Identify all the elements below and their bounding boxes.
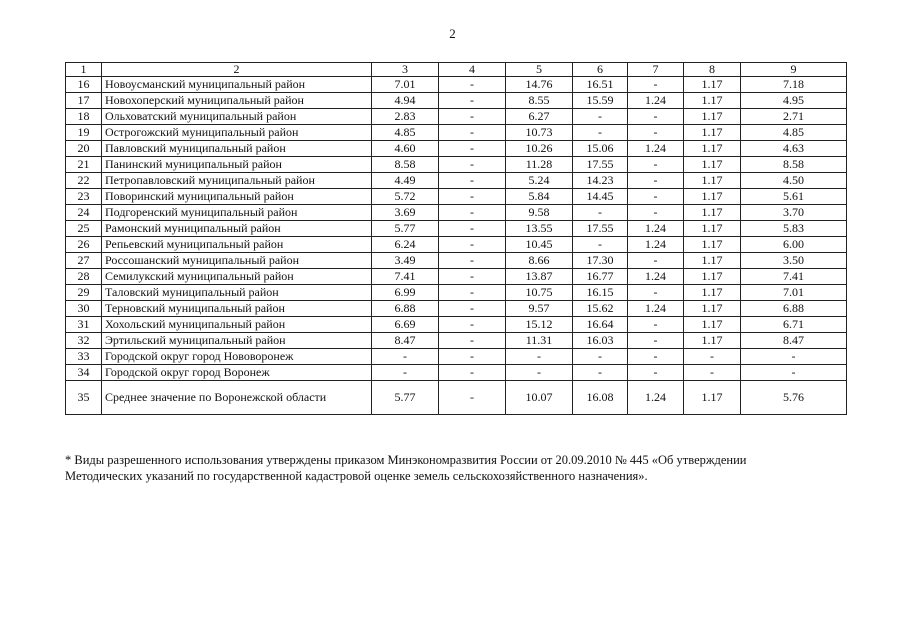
col-8-value: 1.17: [684, 109, 741, 125]
col-5-value: 15.12: [506, 317, 573, 333]
col-7-value: 1.24: [628, 269, 684, 285]
col-8-value: -: [684, 365, 741, 381]
col-7-value: 1.24: [628, 381, 684, 415]
col-9-value: 5.61: [741, 189, 847, 205]
col-9-value: 8.58: [741, 157, 847, 173]
col-7-value: -: [628, 253, 684, 269]
table-row: [66, 77, 847, 93]
table-header: [66, 63, 847, 77]
col-6-value: -: [573, 125, 628, 141]
district-name: Рамонский муниципальный район: [102, 221, 372, 237]
col-3-value: 5.77: [372, 221, 439, 237]
row-number: 30: [66, 301, 102, 317]
row-number: 27: [66, 253, 102, 269]
col-3-value: 4.85: [372, 125, 439, 141]
footnote: * Виды разрешенного использования утверждены приказом Минэкономразвития России от 20.09.2010 № 445 «Об утверждении Методических указаний по государственной кадастровой оценке земель сельскохозяйственного назначения».: [65, 453, 747, 483]
col-3-value: -: [372, 365, 439, 381]
col-4-value: -: [439, 157, 506, 173]
district-name: Панинский муниципальный район: [102, 157, 372, 173]
col-5-value: 9.58: [506, 205, 573, 221]
table-row: [66, 173, 847, 189]
table-row: [66, 221, 847, 237]
col-4-value: -: [439, 317, 506, 333]
col-8-value: 1.17: [684, 381, 741, 415]
col-8-value: 1.17: [684, 77, 741, 93]
col-7-value: -: [628, 173, 684, 189]
col-3-value: 6.24: [372, 237, 439, 253]
col-6-value: 17.55: [573, 157, 628, 173]
district-name: Ольховатский муниципальный район: [102, 109, 372, 125]
col-5-value: 10.26: [506, 141, 573, 157]
col-8-value: 1.17: [684, 333, 741, 349]
col-7-value: -: [628, 189, 684, 205]
col-3-value: 6.69: [372, 317, 439, 333]
row-number: 31: [66, 317, 102, 333]
district-name: Новохоперский муниципальный район: [102, 93, 372, 109]
district-name: Эртильский муниципальный район: [102, 333, 372, 349]
col-6-value: 16.08: [573, 381, 628, 415]
table-row: [66, 125, 847, 141]
col-5-value: 10.07: [506, 381, 573, 415]
col-5-value: -: [506, 365, 573, 381]
col-7-value: -: [628, 365, 684, 381]
table-row: [66, 301, 847, 317]
table-row: [66, 189, 847, 205]
district-name: Среднее значение по Воронежской области: [102, 381, 372, 415]
col-5-value: 13.55: [506, 221, 573, 237]
col-4-value: -: [439, 365, 506, 381]
col-8-value: 1.17: [684, 301, 741, 317]
col-5-value: 9.57: [506, 301, 573, 317]
table-row: [66, 269, 847, 285]
district-name: Репьевский муниципальный район: [102, 237, 372, 253]
col-4-value: -: [439, 381, 506, 415]
col-6-value: -: [573, 349, 628, 365]
col-9-value: 2.71: [741, 109, 847, 125]
col-7-value: 1.24: [628, 237, 684, 253]
col-7-value: -: [628, 285, 684, 301]
col-4-value: -: [439, 125, 506, 141]
col-6-value: -: [573, 237, 628, 253]
row-number: 29: [66, 285, 102, 301]
col-7-value: -: [628, 349, 684, 365]
col-4-value: -: [439, 77, 506, 93]
col-3-value: 3.49: [372, 253, 439, 269]
col-3-value: 2.83: [372, 109, 439, 125]
col-4-value: -: [439, 269, 506, 285]
col-3-value: 7.41: [372, 269, 439, 285]
column-header-5: 5: [506, 63, 573, 77]
col-9-value: 6.00: [741, 237, 847, 253]
col-9-value: -: [741, 349, 847, 365]
table-row: [66, 109, 847, 125]
col-9-value: 3.50: [741, 253, 847, 269]
district-name: Подгоренский муниципальный район: [102, 205, 372, 221]
col-6-value: 16.03: [573, 333, 628, 349]
cadastral-value-table: [65, 62, 847, 415]
col-5-value: 6.27: [506, 109, 573, 125]
column-header-8: 8: [684, 63, 741, 77]
col-6-value: 15.06: [573, 141, 628, 157]
col-4-value: -: [439, 253, 506, 269]
col-5-value: -: [506, 349, 573, 365]
col-3-value: 4.49: [372, 173, 439, 189]
row-number: 22: [66, 173, 102, 189]
district-name: Новоусманский муниципальный район: [102, 77, 372, 93]
header-row: [66, 63, 847, 77]
col-7-value: -: [628, 317, 684, 333]
col-8-value: 1.17: [684, 317, 741, 333]
col-9-value: 6.71: [741, 317, 847, 333]
col-5-value: 14.76: [506, 77, 573, 93]
district-name: Петропавловский муниципальный район: [102, 173, 372, 189]
col-4-value: -: [439, 189, 506, 205]
col-6-value: 16.51: [573, 77, 628, 93]
district-name: Острогожский муниципальный район: [102, 125, 372, 141]
col-8-value: -: [684, 349, 741, 365]
col-8-value: 1.17: [684, 269, 741, 285]
col-9-value: 7.18: [741, 77, 847, 93]
col-4-value: -: [439, 349, 506, 365]
col-3-value: 5.77: [372, 381, 439, 415]
row-number: 26: [66, 237, 102, 253]
col-7-value: -: [628, 205, 684, 221]
district-name: Павловский муниципальный район: [102, 141, 372, 157]
col-5-value: 5.84: [506, 189, 573, 205]
col-7-value: -: [628, 157, 684, 173]
district-name: Хохольский муниципальный район: [102, 317, 372, 333]
col-6-value: 16.15: [573, 285, 628, 301]
col-4-value: -: [439, 285, 506, 301]
table-row: [66, 253, 847, 269]
col-3-value: 8.47: [372, 333, 439, 349]
col-8-value: 1.17: [684, 205, 741, 221]
col-8-value: 1.17: [684, 157, 741, 173]
table-row: [66, 349, 847, 365]
col-9-value: 4.50: [741, 173, 847, 189]
col-4-value: -: [439, 205, 506, 221]
row-number: 32: [66, 333, 102, 349]
col-3-value: 4.60: [372, 141, 439, 157]
row-number: 35: [66, 381, 102, 415]
col-4-value: -: [439, 141, 506, 157]
col-8-value: 1.17: [684, 285, 741, 301]
col-5-value: 10.75: [506, 285, 573, 301]
row-number: 33: [66, 349, 102, 365]
district-name: Россошанский муниципальный район: [102, 253, 372, 269]
col-7-value: 1.24: [628, 141, 684, 157]
col-9-value: 4.85: [741, 125, 847, 141]
column-header-7: 7: [628, 63, 684, 77]
col-8-value: 1.17: [684, 125, 741, 141]
col-4-value: -: [439, 93, 506, 109]
column-header-9: 9: [741, 63, 847, 77]
table-row: [66, 93, 847, 109]
row-number: 23: [66, 189, 102, 205]
column-header-3: 3: [372, 63, 439, 77]
col-3-value: 6.88: [372, 301, 439, 317]
district-name: Городской округ город Нововоронеж: [102, 349, 372, 365]
col-4-value: -: [439, 237, 506, 253]
row-number: 21: [66, 157, 102, 173]
col-8-value: 1.17: [684, 141, 741, 157]
col-5-value: 10.73: [506, 125, 573, 141]
table-row: [66, 205, 847, 221]
col-7-value: 1.24: [628, 301, 684, 317]
col-5-value: 8.55: [506, 93, 573, 109]
col-9-value: 5.76: [741, 381, 847, 415]
table-row: [66, 365, 847, 381]
col-8-value: 1.17: [684, 253, 741, 269]
col-5-value: 11.31: [506, 333, 573, 349]
col-6-value: -: [573, 365, 628, 381]
col-5-value: 10.45: [506, 237, 573, 253]
col-9-value: 6.88: [741, 301, 847, 317]
col-8-value: 1.17: [684, 173, 741, 189]
col-4-value: -: [439, 109, 506, 125]
col-8-value: 1.17: [684, 93, 741, 109]
district-name: Терновский муниципальный район: [102, 301, 372, 317]
column-header-2: 2: [102, 63, 372, 77]
page-number: 2: [449, 26, 456, 41]
col-6-value: 17.30: [573, 253, 628, 269]
col-5-value: 5.24: [506, 173, 573, 189]
col-9-value: 7.01: [741, 285, 847, 301]
col-4-value: -: [439, 173, 506, 189]
col-9-value: 4.63: [741, 141, 847, 157]
col-6-value: 15.59: [573, 93, 628, 109]
col-6-value: 14.23: [573, 173, 628, 189]
col-9-value: 3.70: [741, 205, 847, 221]
table-body: [66, 77, 847, 415]
table-row: [66, 333, 847, 349]
col-3-value: 7.01: [372, 77, 439, 93]
col-6-value: 16.64: [573, 317, 628, 333]
col-3-value: 4.94: [372, 93, 439, 109]
col-6-value: -: [573, 109, 628, 125]
district-name: Семилукский муниципальный район: [102, 269, 372, 285]
col-8-value: 1.17: [684, 189, 741, 205]
row-number: 17: [66, 93, 102, 109]
col-3-value: 3.69: [372, 205, 439, 221]
district-name: Таловский муниципальный район: [102, 285, 372, 301]
table-row: [66, 381, 847, 415]
col-7-value: 1.24: [628, 221, 684, 237]
col-7-value: -: [628, 77, 684, 93]
row-number: 28: [66, 269, 102, 285]
table-row: [66, 157, 847, 173]
col-7-value: -: [628, 109, 684, 125]
col-8-value: 1.17: [684, 221, 741, 237]
col-5-value: 13.87: [506, 269, 573, 285]
table-row: [66, 141, 847, 157]
column-header-4: 4: [439, 63, 506, 77]
col-7-value: -: [628, 333, 684, 349]
col-6-value: 17.55: [573, 221, 628, 237]
col-3-value: 5.72: [372, 189, 439, 205]
col-3-value: 8.58: [372, 157, 439, 173]
table-row: [66, 285, 847, 301]
row-number: 34: [66, 365, 102, 381]
col-4-value: -: [439, 333, 506, 349]
column-header-1: 1: [66, 63, 102, 77]
row-number: 19: [66, 125, 102, 141]
district-name: Городской округ город Воронеж: [102, 365, 372, 381]
col-6-value: 14.45: [573, 189, 628, 205]
table-row: [66, 317, 847, 333]
row-number: 18: [66, 109, 102, 125]
col-9-value: 4.95: [741, 93, 847, 109]
col-8-value: 1.17: [684, 237, 741, 253]
row-number: 16: [66, 77, 102, 93]
col-6-value: 15.62: [573, 301, 628, 317]
col-3-value: -: [372, 349, 439, 365]
table-row: [66, 237, 847, 253]
district-name: Поворинский муниципальный район: [102, 189, 372, 205]
col-4-value: -: [439, 301, 506, 317]
col-6-value: 16.77: [573, 269, 628, 285]
col-9-value: 7.41: [741, 269, 847, 285]
col-9-value: -: [741, 365, 847, 381]
col-6-value: -: [573, 205, 628, 221]
col-4-value: -: [439, 221, 506, 237]
col-9-value: 8.47: [741, 333, 847, 349]
row-number: 25: [66, 221, 102, 237]
row-number: 24: [66, 205, 102, 221]
col-7-value: 1.24: [628, 93, 684, 109]
col-9-value: 5.83: [741, 221, 847, 237]
col-7-value: -: [628, 125, 684, 141]
col-5-value: 11.28: [506, 157, 573, 173]
row-number: 20: [66, 141, 102, 157]
col-5-value: 8.66: [506, 253, 573, 269]
col-3-value: 6.99: [372, 285, 439, 301]
column-header-6: 6: [573, 63, 628, 77]
